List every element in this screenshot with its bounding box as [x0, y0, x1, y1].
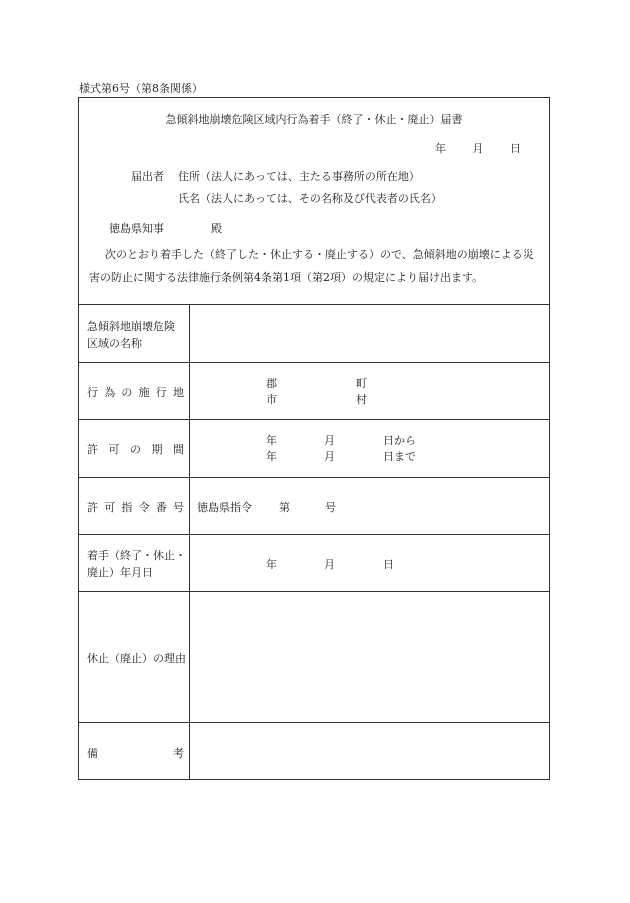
area-name-label-line2: 区域の名称 — [87, 337, 142, 350]
notification-header — [79, 98, 549, 305]
label-char: 施 — [138, 386, 150, 399]
start-date-label-line2: 廃止）年月日 — [87, 566, 153, 579]
site-shi: 市 — [266, 393, 277, 406]
row-site — [79, 363, 549, 420]
label-char: 地 — [172, 386, 184, 399]
label-char: の — [121, 386, 133, 399]
label-char: 指 — [121, 501, 133, 514]
label-char: 考 — [173, 747, 184, 760]
label-char: 間 — [173, 443, 184, 456]
site-cho: 町 — [356, 377, 367, 390]
start-month[interactable]: 月 — [324, 558, 335, 571]
label-char: 令 — [138, 501, 150, 514]
row-permit-period — [79, 420, 549, 478]
label-char: 備 — [87, 747, 98, 760]
remarks-label — [87, 745, 184, 761]
form-number: 様式第6号（第8条関係） — [79, 82, 203, 95]
permit-period-label — [87, 441, 184, 457]
label-char: 可 — [108, 443, 120, 456]
label-char: 許 — [87, 443, 98, 456]
notifier-label: 届出者 — [131, 170, 164, 183]
submission-date — [435, 140, 521, 156]
start-date-label — [87, 547, 186, 581]
order-prefix: 徳島県指令 — [197, 501, 252, 514]
row-reason — [79, 592, 549, 723]
period-to-year[interactable]: 年 — [266, 450, 277, 463]
label-char: 為 — [104, 386, 116, 399]
addressee-honorific: 殿 — [211, 222, 222, 235]
order-dai: 第 — [279, 501, 290, 514]
label-char: 号 — [172, 501, 184, 514]
form-frame — [78, 97, 550, 780]
notification-body-text: 次のとおり着手した（終了した・休止する・廃止する）ので、急傾斜地の崩壊による災害の防止に関する法律施行条例第4条第1項（第2項）の規定により届け出ます。 — [89, 248, 534, 284]
label-cell — [79, 592, 190, 722]
site-label — [87, 384, 184, 400]
addressee-governor: 徳島県知事 — [109, 222, 164, 235]
label-char: 行 — [87, 386, 98, 399]
reason-label: 休止（廃止）の理由 — [87, 652, 186, 665]
label-char: 番 — [155, 501, 167, 514]
label-char: の — [130, 443, 141, 456]
area-name-label — [87, 318, 175, 352]
row-order-number — [79, 478, 549, 535]
notifier-name-field[interactable]: 氏名（法人にあっては、その名称及び代表者の氏名） — [178, 192, 442, 205]
site-son: 村 — [356, 393, 367, 406]
row-area-name — [79, 305, 549, 363]
label-char: 行 — [155, 386, 167, 399]
label-char: 可 — [104, 501, 116, 514]
site-gun: 郡 — [266, 377, 277, 390]
label-char: 許 — [87, 501, 98, 514]
label-cell — [79, 478, 190, 534]
order-number-label — [87, 499, 184, 515]
label-char: 期 — [151, 443, 163, 456]
row-start-date — [79, 535, 549, 592]
period-from-year[interactable]: 年 — [266, 434, 277, 447]
period-from-day[interactable]: 日から — [383, 434, 416, 447]
label-cell — [79, 363, 190, 419]
order-go: 号 — [325, 501, 336, 514]
date-month-field[interactable]: 月 — [472, 142, 484, 155]
row-remarks — [79, 723, 549, 779]
date-day-field[interactable]: 日 — [510, 142, 521, 155]
document-title: 急傾斜地崩壊危険区域内行為着手（終了・休止・廃止）届書 — [165, 113, 463, 126]
period-to-day[interactable]: 日まで — [383, 450, 416, 463]
start-day[interactable]: 日 — [383, 558, 394, 571]
period-from-month[interactable]: 月 — [324, 434, 335, 447]
period-to-month[interactable]: 月 — [324, 450, 335, 463]
area-name-label-line1: 急傾斜地崩壊危険 — [87, 320, 175, 333]
label-cell — [79, 420, 190, 477]
start-year[interactable]: 年 — [266, 558, 277, 571]
label-cell — [79, 535, 190, 591]
date-year-field[interactable]: 年 — [435, 142, 446, 155]
start-date-label-line1: 着手（終了・休止・ — [87, 549, 186, 562]
label-cell — [79, 305, 190, 362]
notifier-address-field[interactable]: 住所（法人にあっては、主たる事務所の所在地） — [178, 170, 420, 183]
label-cell — [79, 723, 190, 779]
